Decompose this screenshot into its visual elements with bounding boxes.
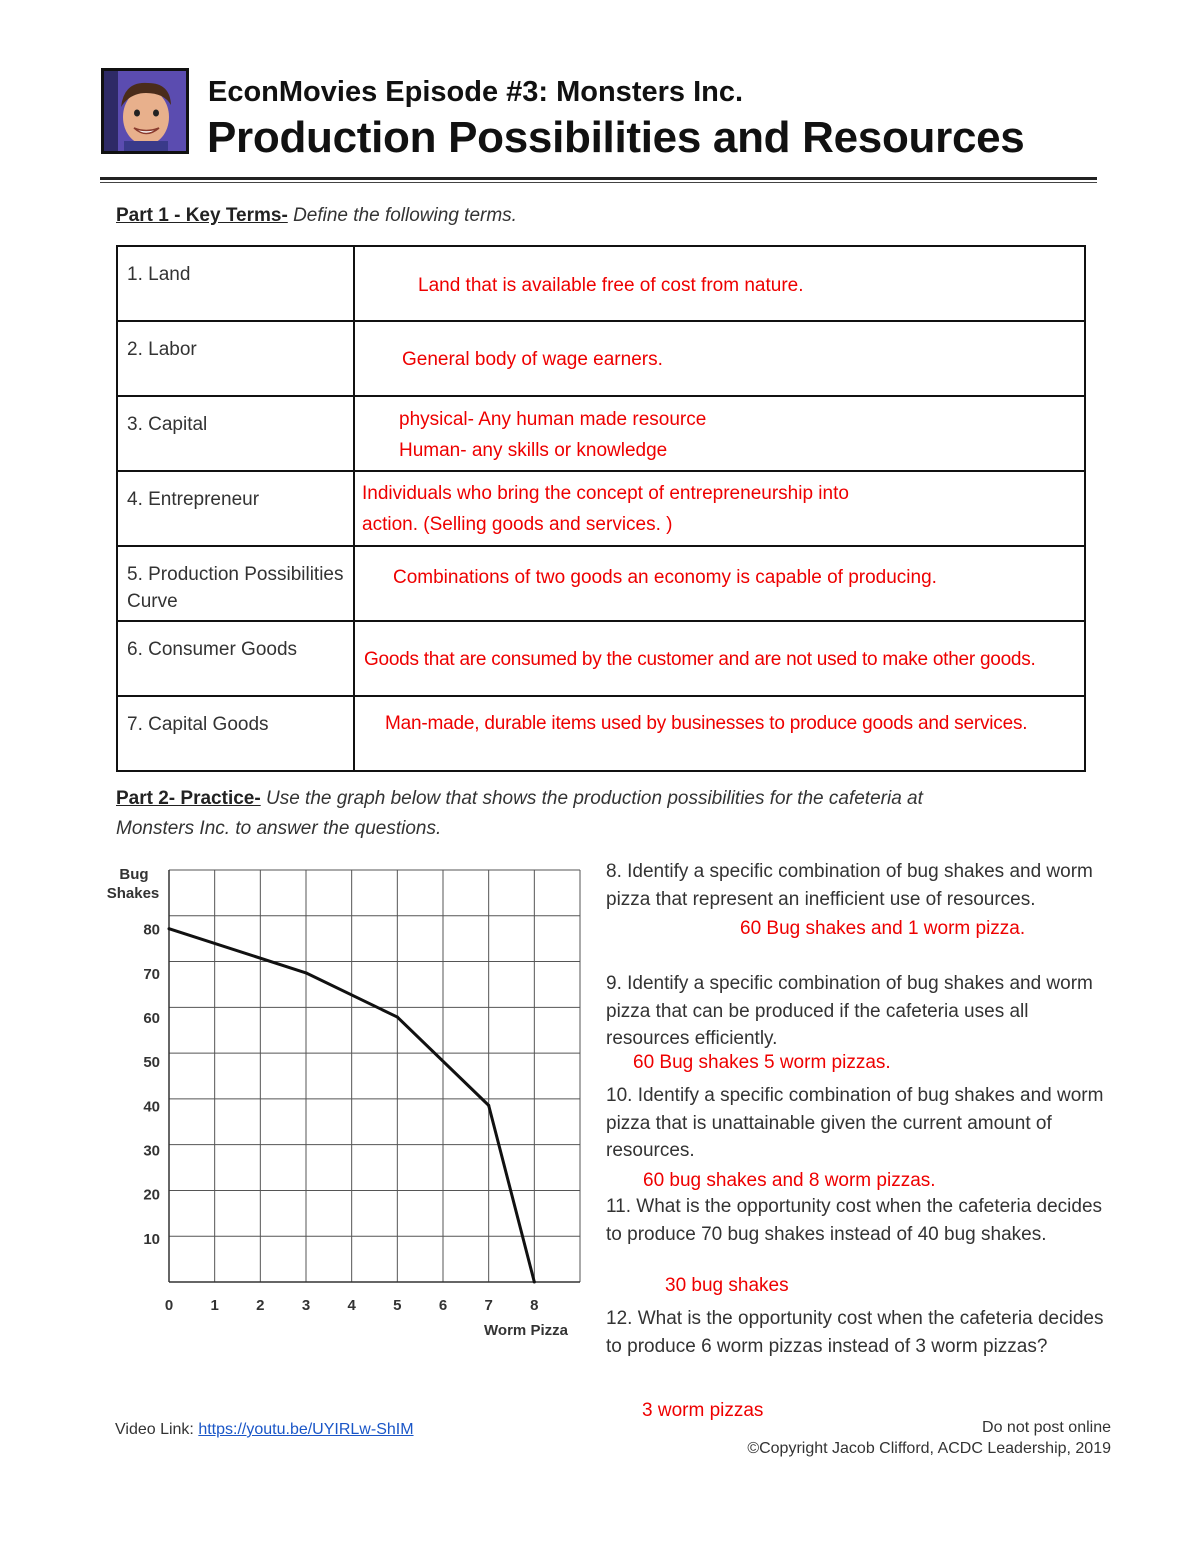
term-label: 4. Entrepreneur [117, 471, 354, 546]
part1-instruction: Define the following terms. [293, 205, 517, 226]
y-tick-label: 50 [143, 1054, 160, 1072]
x-tick-label: 5 [393, 1297, 402, 1314]
y-tick-label: 80 [143, 921, 160, 939]
ppc-point [168, 927, 171, 930]
author-avatar [101, 68, 189, 154]
ppc-point [305, 971, 308, 974]
x-tick-label: 0 [164, 1297, 174, 1314]
do-not-post-notice: Do not post online [982, 1419, 1111, 1436]
y-tick-label: 30 [143, 1142, 160, 1160]
term-row [117, 471, 1085, 546]
term-definition[interactable] [354, 321, 1085, 396]
term-label: 2. Labor [117, 321, 354, 396]
answer-line: physical- Any human made resource [399, 409, 707, 430]
y-tick-label: 60 [143, 1010, 160, 1028]
y-axis-label-line2: Shakes [106, 885, 160, 902]
answer-line: Human- any skills or knowledge [399, 440, 668, 461]
x-tick-label: 8 [530, 1297, 539, 1314]
part2-heading: Part 2- Practice- [116, 788, 261, 809]
answer-line: Combinations of two goods an economy is capable of producing. [393, 567, 937, 588]
chart-ticks [143, 922, 538, 1314]
question-11: 11. What is the opportunity cost when the cafeteria decides to produce 70 bug shakes instead of 40 bug shakes. [606, 1196, 1103, 1245]
term-row [117, 621, 1085, 696]
page-title: Production Possibilities and Resources [207, 113, 1025, 162]
ppc-point [396, 1016, 399, 1019]
term-definition[interactable] [354, 621, 1085, 696]
episode-title: EconMovies Episode #3: Monsters Inc. [208, 76, 744, 108]
term-label: 7. Capital Goods [117, 696, 354, 771]
y-tick-label: 70 [143, 965, 160, 983]
answer-line: Individuals who bring the concept of entrepreneurship into [362, 483, 849, 504]
answer-10[interactable]: 60 bug shakes and 8 worm pizzas. [643, 1170, 936, 1191]
term-label: 3. Capital [117, 396, 354, 471]
x-tick-label: 6 [438, 1297, 448, 1314]
video-link-label: Video Link: [115, 1421, 199, 1438]
key-terms-table [116, 245, 1086, 772]
question-10: 10. Identify a specific combination of bug shakes and worm pizza that is unattainable given the current amount of resources. [606, 1085, 1104, 1161]
x-axis-label: Worm Pizza [484, 1322, 568, 1339]
y-tick-label: 20 [143, 1186, 160, 1204]
term-row [117, 696, 1085, 771]
term-definition[interactable] [354, 471, 1085, 546]
x-tick-label: 4 [347, 1297, 356, 1314]
part2-instruction: Use the graph below that shows the production possibilities for the cafeteria at [265, 788, 923, 809]
term-label: 1. Land [117, 246, 354, 321]
term-row [117, 546, 1085, 621]
part2-instruction-line2: Monsters Inc. to answer the questions. [116, 818, 442, 839]
header-divider-thin [100, 182, 1097, 183]
ppc-point [487, 1104, 490, 1107]
term-row [117, 396, 1085, 471]
y-axis-label: Bug [119, 866, 149, 883]
x-tick-label: 7 [484, 1297, 493, 1314]
term-definition[interactable] [354, 396, 1085, 471]
footer-notice [747, 1417, 1111, 1459]
copyright: ©Copyright Jacob Clifford, ACDC Leadership, 2019 [747, 1440, 1111, 1457]
part1-heading: Part 1 - Key Terms- [116, 205, 288, 226]
answer-line: Land that is available free of cost from nature. [418, 275, 804, 296]
y-tick-label: 40 [143, 1098, 160, 1116]
x-tick-label: 1 [210, 1297, 219, 1314]
question-8: 8. Identify a specific combination of bug shakes and worm pizza that represent an inefficient use of resources. [606, 861, 1093, 910]
answer-line: action. (Selling goods and services. ) [362, 514, 673, 535]
header-divider [100, 177, 1097, 180]
video-link-line [115, 1421, 414, 1439]
answer-9[interactable]: 60 Bug shakes 5 worm pizzas. [633, 1052, 891, 1073]
y-tick-label: 10 [143, 1230, 160, 1248]
term-row [117, 246, 1085, 321]
term-definition[interactable] [354, 546, 1085, 621]
part1-heading-line [116, 205, 517, 227]
question-12: 12. What is the opportunity cost when the cafeteria decides to produce 6 worm pizzas instead of 3 worm pizzas? [606, 1308, 1104, 1357]
answer-8[interactable]: 60 Bug shakes and 1 worm pizza. [740, 918, 1026, 939]
x-tick-label: 3 [301, 1297, 311, 1314]
answer-12[interactable]: 3 worm pizzas [642, 1400, 764, 1421]
part2-instruction-cont [116, 818, 441, 840]
answer-line: General body of wage earners. [402, 349, 663, 370]
term-label: 5. Production Possibilities Curve [117, 546, 354, 621]
question-9: 9. Identify a specific combination of bug shakes and worm pizza that can be produced if the cafeteria uses all resources efficiently. [606, 973, 1093, 1049]
x-tick-label: 2 [256, 1297, 265, 1314]
video-link[interactable]: https://youtu.be/UYIRLw-ShIM [198, 1421, 414, 1438]
term-definition[interactable] [354, 696, 1085, 771]
term-definition[interactable] [354, 246, 1085, 321]
answer-11[interactable]: 30 bug shakes [665, 1275, 789, 1296]
answer-line: Goods that are consumed by the customer and are not used to make other goods. [364, 649, 1036, 670]
ppc-point [533, 1281, 536, 1284]
answer-line: Man-made, durable items used by businesses to produce goods and services. [385, 713, 1028, 734]
term-row [117, 321, 1085, 396]
term-label: 6. Consumer Goods [117, 621, 354, 696]
ppc-chart [100, 855, 590, 1345]
part2-heading-line [116, 788, 923, 810]
